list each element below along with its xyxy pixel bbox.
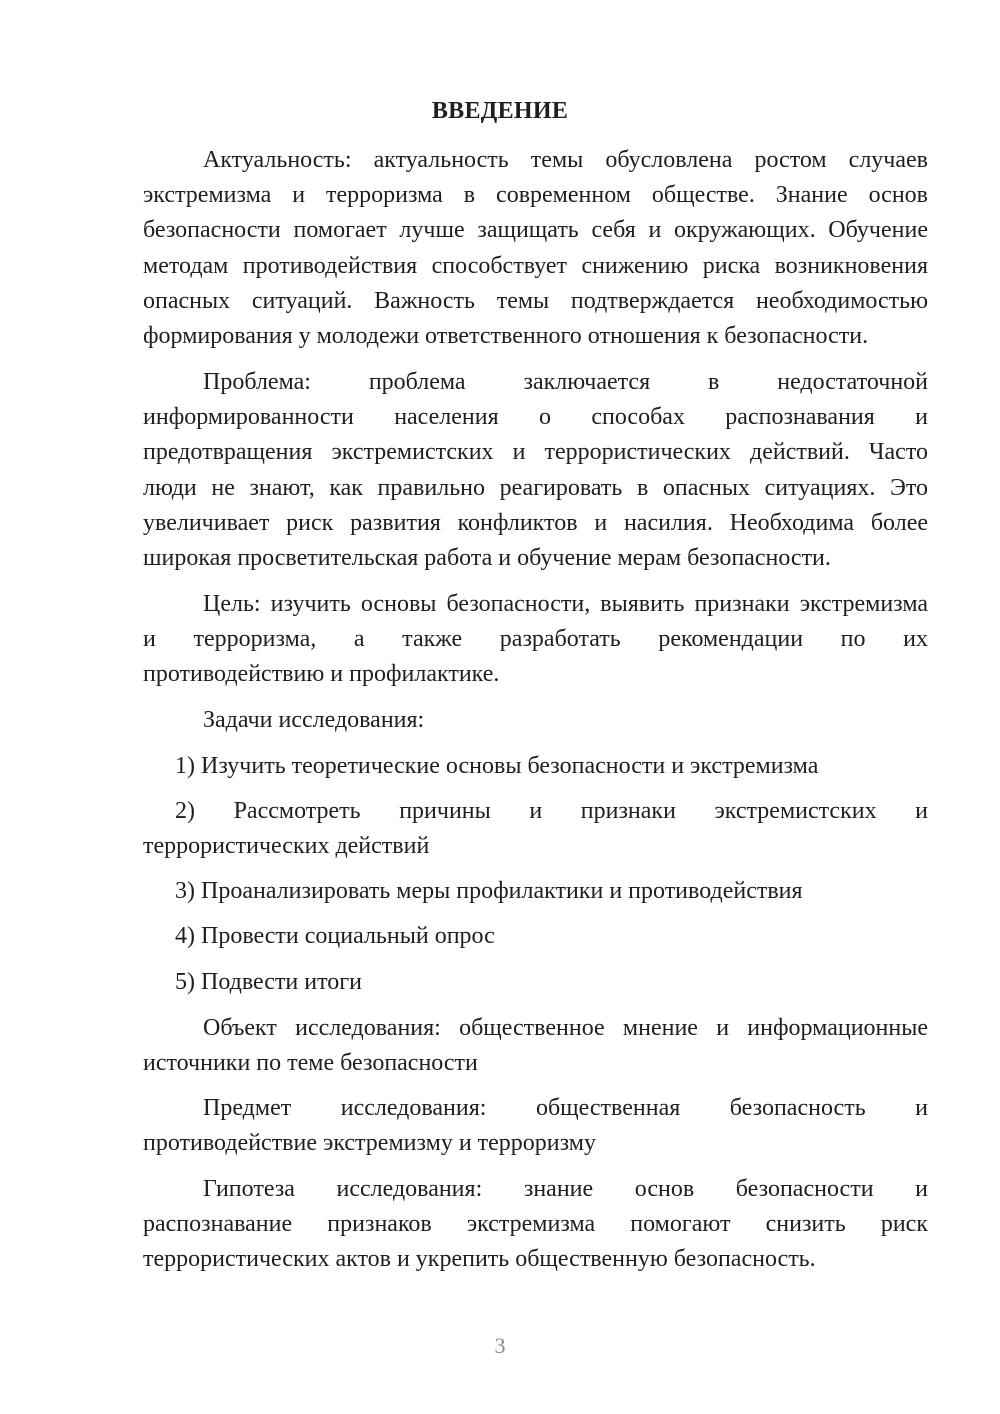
text-line: и терроризма, а также разработать рекомендации по их bbox=[143, 626, 928, 652]
text-line: широкая просветительская работа и обучение мерам безопасности. bbox=[143, 545, 831, 571]
text-line: методам противодействия способствует снижению риска возникновения bbox=[143, 253, 928, 279]
text-line: опасных ситуаций. Важность темы подтверждается необходимостью bbox=[143, 288, 928, 314]
list-item: 2) Рассмотреть причины и признаки экстремистских и bbox=[175, 798, 928, 824]
list-item: 1) Изучить теоретические основы безопасности и экстремизма bbox=[175, 753, 819, 779]
text-line: Актуальность: актуальность темы обусловлена ростом случаев bbox=[203, 147, 928, 173]
list-item: 3) Проанализировать меры профилактики и противодействия bbox=[175, 878, 803, 904]
text-line: противодействие экстремизму и терроризму bbox=[143, 1130, 596, 1156]
text-line: противодействию и профилактике. bbox=[143, 661, 500, 687]
list-item-continuation: террористических действий bbox=[143, 833, 430, 859]
text-line: Объект исследования: общественное мнение и информационные bbox=[203, 1015, 928, 1041]
text-line: увеличивает риск развития конфликтов и насилия. Необходима более bbox=[143, 510, 928, 536]
text-line: люди не знают, как правильно реагировать в опасных ситуациях. Это bbox=[143, 475, 928, 501]
text-line: предотвращения экстремистских и террористических действий. Часто bbox=[143, 439, 928, 465]
text-line: информированности населения о способах распознавания и bbox=[143, 404, 928, 430]
list-item: 5) Подвести итоги bbox=[175, 969, 362, 995]
text-line: Проблема: проблема заключается в недостаточной bbox=[203, 369, 928, 395]
text-line: Предмет исследования: общественная безопасность и bbox=[203, 1095, 928, 1121]
text-line: Гипотеза исследования: знание основ безопасности и bbox=[203, 1176, 928, 1202]
text-line: формирования у молодежи ответственного отношения к безопасности. bbox=[143, 323, 869, 349]
text-line: террористических актов и укрепить общественную безопасность. bbox=[143, 1246, 816, 1272]
text-line: распознавание признаков экстремизма помогают снизить риск bbox=[143, 1211, 928, 1237]
text-line: источники по теме безопасности bbox=[143, 1050, 478, 1076]
page-title: ВВЕДЕНИЕ bbox=[431, 98, 569, 124]
text-line: экстремизма и терроризма в современном обществе. Знание основ bbox=[143, 182, 928, 208]
text-line: Цель: изучить основы безопасности, выявить признаки экстремизма bbox=[203, 591, 928, 617]
list-item: 4) Провести социальный опрос bbox=[175, 923, 495, 949]
text-line: безопасности помогает лучше защищать себя и окружающих. Обучение bbox=[143, 217, 928, 243]
page-number: 3 bbox=[494, 1333, 506, 1358]
tasks-heading: Задачи исследования: bbox=[203, 707, 425, 733]
